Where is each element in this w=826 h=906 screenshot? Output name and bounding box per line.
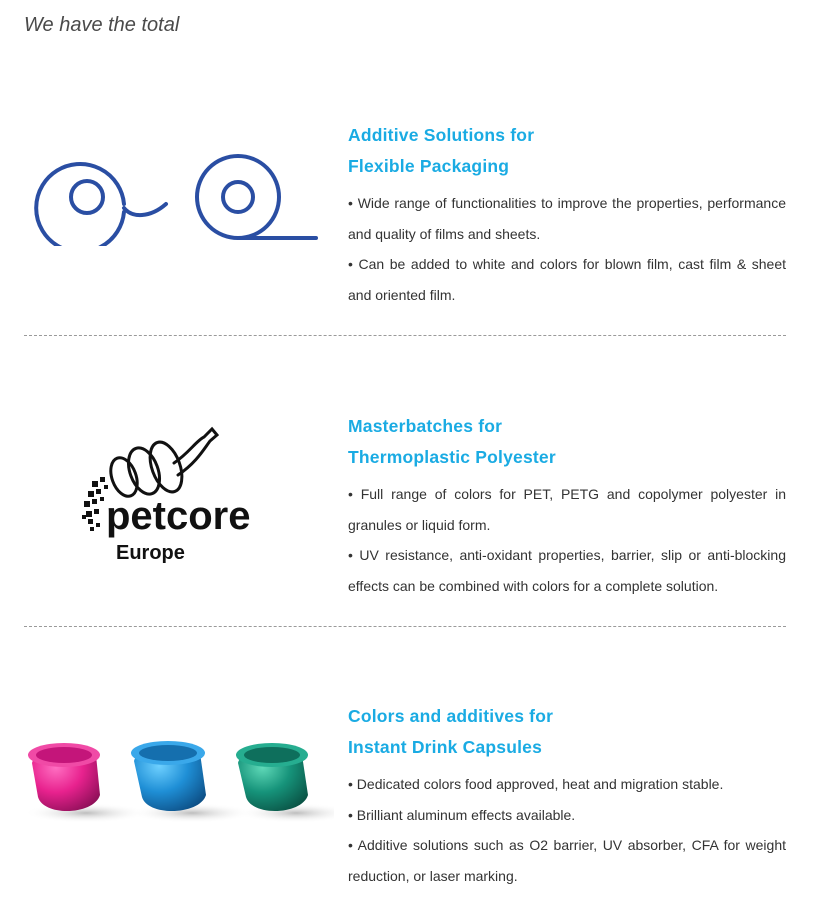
section-flexible-packaging bbox=[24, 120, 786, 320]
page-heading: We have the total bbox=[24, 14, 180, 36]
feature-item: • Wide range of functionalities to improve the properties, performance and quality of films and sheets. bbox=[348, 195, 786, 242]
section-title-line1: Additive Solutions for bbox=[348, 125, 535, 145]
section-title bbox=[348, 411, 786, 473]
blue-capsule bbox=[131, 741, 206, 811]
feature-item: • Brilliant aluminum effects available. bbox=[348, 806, 576, 823]
section-title bbox=[348, 701, 786, 763]
feature-item: • Additive solutions such as O2 barrier, UV absorber, CFA for weight reduction, or laser marking. bbox=[348, 837, 786, 884]
petcore-europe-logo bbox=[74, 419, 314, 569]
section-title-line1: Colors and additives for bbox=[348, 706, 554, 726]
section-text bbox=[348, 701, 786, 891]
section-title-line1: Masterbatches for bbox=[348, 416, 503, 436]
section-title bbox=[348, 120, 786, 182]
feature-list bbox=[348, 479, 786, 601]
green-capsule bbox=[236, 743, 308, 811]
logo-text-sub: Europe bbox=[116, 542, 185, 564]
feature-item: • Full range of colors for PET, PETG and copolymer polyester in granules or liquid form. bbox=[348, 486, 786, 533]
logo-text-main: petcore bbox=[106, 494, 251, 538]
pink-capsule bbox=[28, 743, 100, 811]
feature-list bbox=[348, 769, 786, 891]
feature-item: • UV resistance, anti-oxidant properties, barrier, slip or anti-blocking effects can be combined with colors for a complete solution. bbox=[348, 547, 786, 594]
feature-item: • Dedicated colors food approved, heat and migration stable. bbox=[348, 776, 724, 792]
section-title-line2: Thermoplastic Polyester bbox=[348, 447, 556, 467]
feature-item: • Can be added to white and colors for blown film, cast film & sheet and oriented film. bbox=[348, 256, 786, 303]
film-rolls-icon bbox=[24, 146, 324, 246]
section-title-line2: Flexible Packaging bbox=[348, 156, 510, 176]
section-drink-capsules bbox=[24, 701, 786, 901]
section-title-line2: Instant Drink Capsules bbox=[348, 737, 543, 757]
section-text bbox=[348, 120, 786, 310]
feature-list bbox=[348, 188, 786, 310]
section-text bbox=[348, 411, 786, 601]
drink-capsules-image bbox=[24, 735, 334, 825]
section-divider bbox=[24, 626, 786, 627]
section-thermoplastic-polyester bbox=[24, 411, 786, 611]
section-divider bbox=[24, 335, 786, 336]
